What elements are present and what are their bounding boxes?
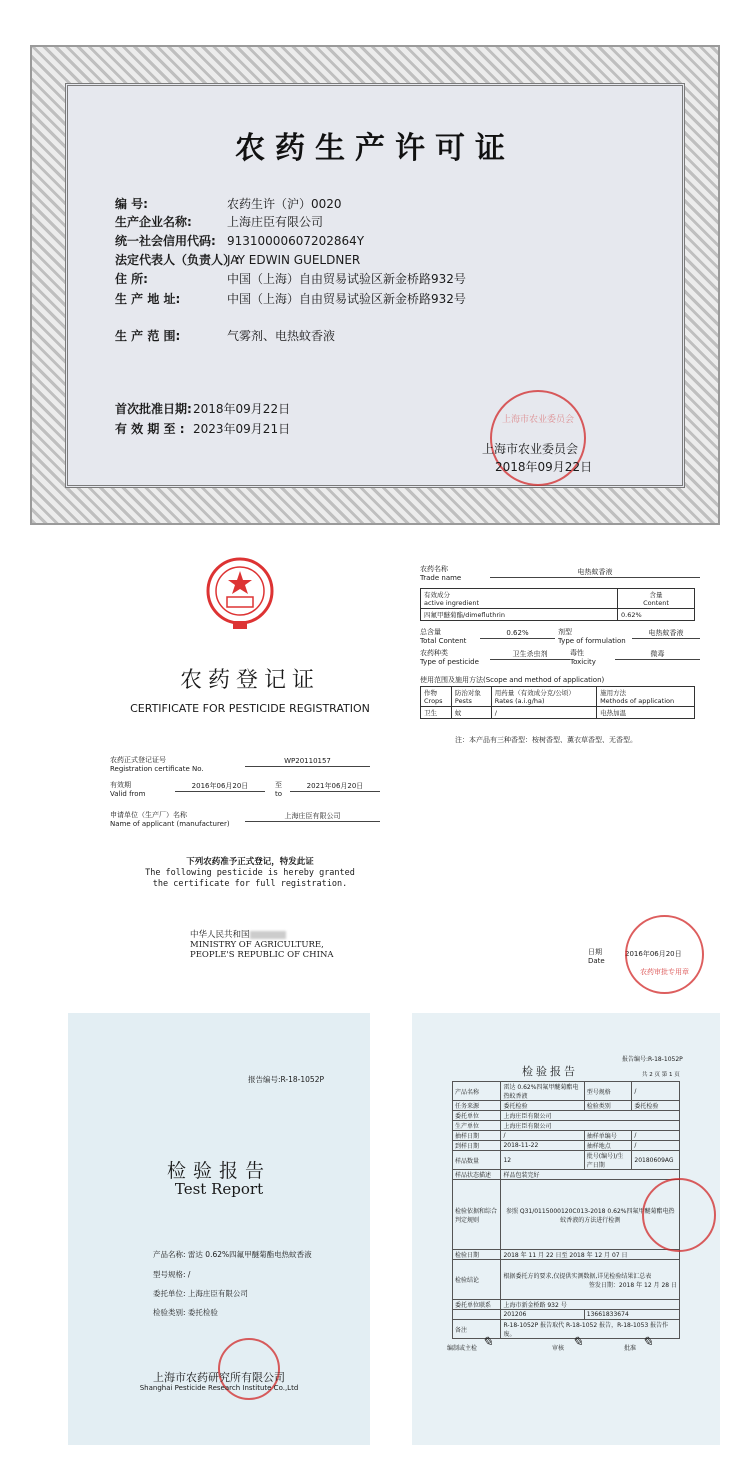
reg-no-label: 农药正式登记证号 Registration certificate No. bbox=[110, 756, 204, 773]
company-name-en: Shanghai Pesticide Research Institute Co.,Ltd bbox=[139, 1384, 299, 1392]
table-row: 201206 13661833674 bbox=[453, 1310, 680, 1320]
table-row: 到样日期 2018-11-22 抽样地点 / bbox=[453, 1141, 680, 1151]
reviewer-label: 审核 bbox=[552, 1345, 565, 1352]
registration-certificate bbox=[95, 545, 405, 985]
table-row: 检验日期 2018 年 11 月 22 日至 2018 年 12 月 07 日 bbox=[453, 1250, 680, 1260]
license-row: 生 产 地 址: 中国（上海）自由贸易试验区新金桥路932号 bbox=[115, 292, 466, 306]
client-row: 委托单位: 上海庄臣有限公司 bbox=[153, 1289, 248, 1298]
test-report-cover bbox=[68, 1013, 370, 1445]
registration-details bbox=[400, 555, 730, 995]
model-row: 型号规格: / bbox=[153, 1270, 191, 1279]
ministry: 中华人民共和国 MINISTRY OF AGRICULTURE, PEOPLE'S REPUBLIC OF CHINA bbox=[190, 930, 334, 960]
statement: 下列农药准予正式登记，特发此证 The following pesticide is hereby granted the certificate for full registration. bbox=[145, 857, 355, 889]
table-row: 任务来源 委托检验 检验类别 委托检验 bbox=[453, 1101, 680, 1111]
license-title: 农药生产许可证 bbox=[235, 131, 515, 166]
scope-table: 作物 Crops 防治对象 Pests 用药量（有效成分克/公顷） Rates (a.i.g/ha) 施用方法 Methods of application 卫生 蚊 / 电热加温 bbox=[420, 686, 695, 719]
table-row: 生产单位 上海庄臣有限公司 bbox=[453, 1121, 680, 1131]
license-row: 法定代表人（负责人）:JAY EDWIN GUELDNER bbox=[115, 253, 361, 267]
registration-title-cn: 农药登记证 bbox=[179, 668, 320, 693]
category-row: 检验类别: 委托检验 bbox=[153, 1308, 218, 1317]
table-row: 产品名称 雷达 0.62%四氟甲醚菊酯电热蚊香液 型号规格 / bbox=[453, 1082, 680, 1101]
table-row: 卫生 蚊 / 电热加温 bbox=[421, 707, 695, 719]
table-row: 样品数量 12 批号(编号)/生产日期 20180609AG bbox=[453, 1151, 680, 1170]
table-row: 委托单位 上海庄臣有限公司 bbox=[453, 1111, 680, 1121]
approver-label: 批准 bbox=[624, 1345, 637, 1352]
toxicity: 微毒 bbox=[615, 650, 700, 660]
applicant-label: 申请单位（生产厂）名称 Name of applicant (manufacturer) bbox=[110, 811, 230, 828]
signature-2: ✎ bbox=[572, 1335, 583, 1350]
signer-label: 编制或主检 bbox=[447, 1345, 478, 1352]
registration-date: 2016年06月20日 bbox=[625, 950, 682, 958]
report-number: 报告编号:R-18-1052P bbox=[248, 1075, 324, 1084]
table-row: 委托单位联系 上海市新金桥路 932 号 bbox=[453, 1300, 680, 1310]
license-row: 生产企业名称: 上海庄臣有限公司 bbox=[115, 215, 324, 229]
approval-seal: 农药审批专用章 bbox=[625, 915, 704, 994]
product-row: 产品名称: 雷达 0.62%四氟甲醚菊酯电热蚊香液 bbox=[153, 1250, 312, 1259]
toxicity-label: 毒性 Toxicity bbox=[570, 649, 596, 666]
page-indicator: 共 2 页 第 1 页 bbox=[642, 1072, 680, 1078]
to-label: 至 to bbox=[275, 781, 283, 798]
license-row: 编 号: 农药生许（沪）0020 bbox=[115, 197, 342, 211]
table-row: 检验依据和综合判定规则 参照 Q31/0115000120C013-2018 0.62%四氟甲醚菊酯电热蚊香液的方法进行检测 bbox=[453, 1180, 680, 1250]
formulation: 电热蚊香液 bbox=[632, 629, 700, 639]
signature-1: ✎ bbox=[482, 1335, 493, 1350]
license-row: 住 所: 中国（上海）自由贸易试验区新金桥路932号 bbox=[115, 272, 466, 286]
issuer: 上海市农业委员会 bbox=[482, 442, 579, 456]
trade-name: 电热蚊香液 bbox=[490, 568, 700, 578]
total-content: 0.62% bbox=[480, 629, 555, 639]
valid-to: 2021年06月20日 bbox=[290, 782, 380, 792]
registration-title-en: CERTIFICATE FOR PESTICIDE REGISTRATION bbox=[130, 702, 370, 715]
formulation-label: 剂型 Type of formulation bbox=[558, 628, 626, 645]
valid-label: 有效期 Valid from bbox=[110, 781, 146, 798]
trade-name-label: 农药名称 Trade name bbox=[420, 565, 462, 582]
date-label: 日期 Date bbox=[588, 948, 605, 965]
first-approval: 首次批准日期:2018年09月22日 bbox=[115, 402, 291, 416]
production-license bbox=[30, 45, 720, 525]
signature-3: ✎ bbox=[642, 1335, 653, 1350]
pesticide-type-label: 农药种类 Type of pesticide bbox=[420, 649, 479, 666]
note: 注：本产品有三种香型：桉树香型、薰衣草香型、无香型。 bbox=[455, 736, 637, 744]
issue-date: 2018年09月22日 bbox=[495, 460, 593, 474]
report-title-cn: 检验报告 bbox=[166, 1160, 271, 1182]
table-row: 样品状态描述 样品包装完好 bbox=[453, 1170, 680, 1180]
test-report-detail bbox=[412, 1013, 720, 1445]
detail-title: 检验报告 bbox=[522, 1065, 578, 1078]
table-row: 检验结论 根据委托方的要求,仅提供实测数据,详见检验结果汇总表 签发日期：2018 年 12 月 28 日 bbox=[453, 1260, 680, 1300]
ingredient-table: 有效成分 active ingredient 含量 Content 四氟甲醚菊酯/dimefluthrin 0.62% bbox=[420, 588, 695, 621]
national-emblem-icon bbox=[205, 553, 275, 631]
valid-until: 有 效 期 至 : 2023年09月21日 bbox=[115, 422, 291, 436]
company-name-cn: 上海市农药研究所有限公司 bbox=[153, 1371, 285, 1384]
table-row: 备注 R-18-1052P 报告取代 R-18-1052 报告，R-18-1053 报告作废。 bbox=[453, 1320, 680, 1339]
report-title-en: Test Report bbox=[174, 1180, 264, 1198]
applicant: 上海庄臣有限公司 bbox=[245, 812, 380, 822]
valid-from: 2016年06月20日 bbox=[175, 782, 265, 792]
pesticide-type: 卫生杀虫剂 bbox=[490, 650, 570, 660]
license-row: 统一社会信用代码: 91310000607202864Y bbox=[115, 234, 365, 248]
detail-report-number: 报告编号:R-18-1052P bbox=[622, 1056, 683, 1063]
license-row: 生 产 范 围: 气雾剂、电热蚊香液 bbox=[115, 329, 336, 343]
inspection-seal bbox=[642, 1178, 716, 1252]
table-row: 抽样日期 / 抽样单编号 / bbox=[453, 1131, 680, 1141]
official-seal: 上海市农业委员会 bbox=[490, 390, 586, 486]
scope-label: 使用范围及施用方法(Scope and method of application) bbox=[420, 676, 605, 684]
reg-no: WP20110157 bbox=[245, 757, 370, 767]
total-label: 总含量 Total Content bbox=[420, 628, 467, 645]
